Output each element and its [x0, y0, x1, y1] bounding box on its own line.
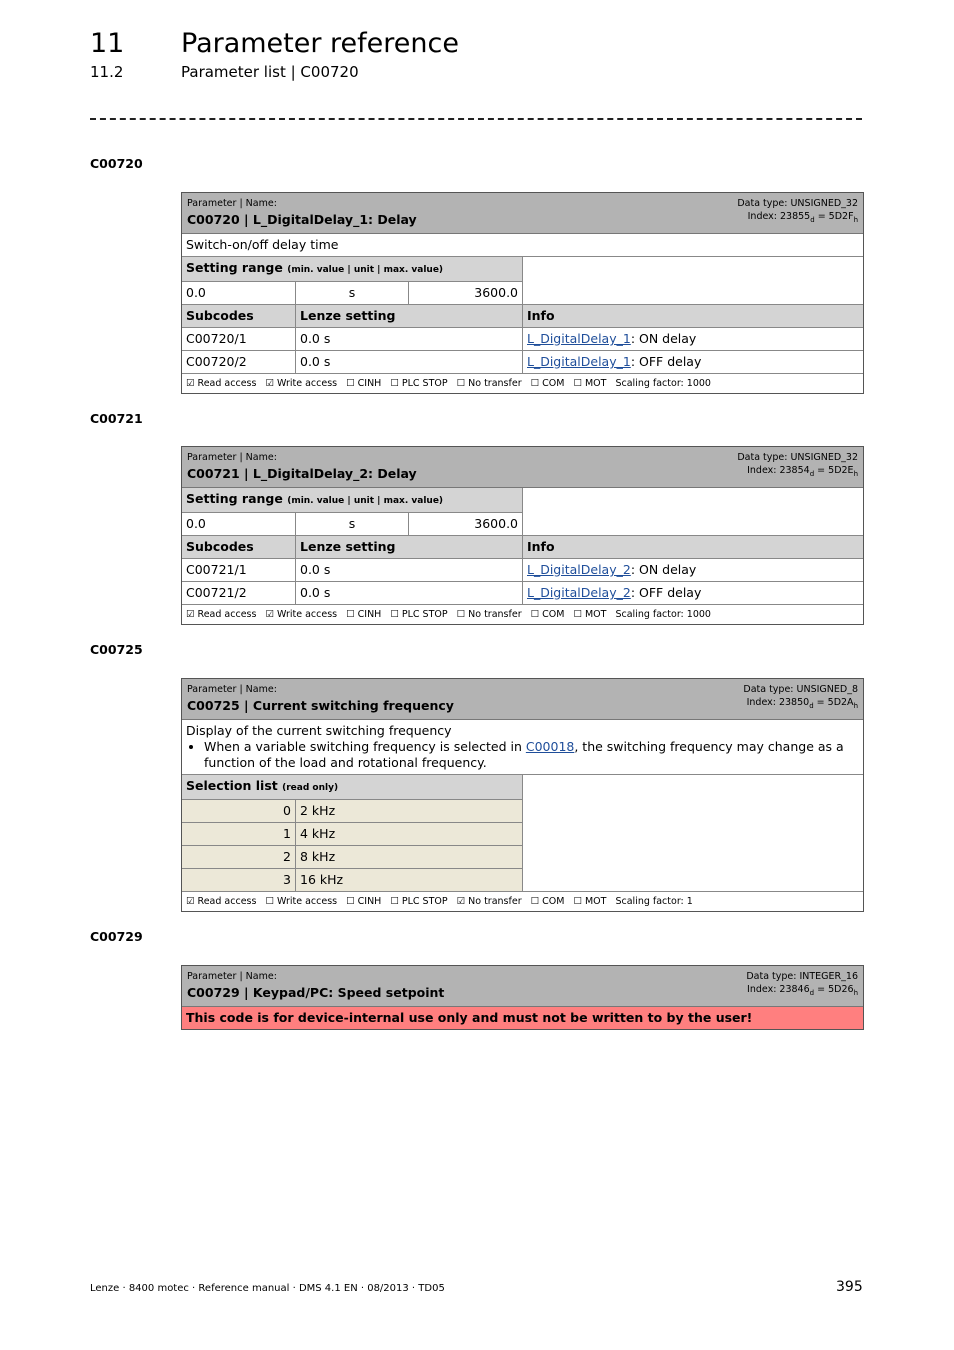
description: [182, 720, 863, 774]
lenze-setting: 0.0 s: [296, 351, 523, 373]
c00721-table-header: [182, 447, 863, 488]
setting-range-block: [182, 488, 863, 536]
selection-list-block: [182, 775, 863, 892]
c00729-table: [181, 965, 864, 1030]
data-type: Data type: UNSIGNED_8: [743, 684, 858, 695]
c00018-link[interactable]: C00018: [525, 739, 575, 754]
l-digitaldelay-1-link[interactable]: L_DigitalDelay_1: [527, 354, 631, 369]
com-checkbox: ☐ COM: [530, 378, 565, 389]
scaling-factor: Scaling factor: 1000: [615, 609, 711, 620]
section-number: 11.2: [90, 63, 124, 81]
selection-list-label: Selection list (read only): [182, 775, 522, 800]
chapter-title: Parameter reference: [181, 28, 459, 59]
table-row: [182, 328, 863, 351]
subcode: C00720/2: [182, 351, 296, 373]
no-transfer-checkbox: ☐ No transfer: [456, 609, 522, 620]
info: L_DigitalDelay_1: OFF delay: [527, 354, 702, 369]
list-item: 3 16 kHz: [182, 869, 522, 891]
mot-checkbox: ☐ MOT: [573, 378, 607, 389]
l-digitaldelay-2-link[interactable]: L_DigitalDelay_2: [527, 585, 631, 600]
mot-checkbox: ☐ MOT: [573, 609, 607, 620]
c00729-heading: C00729: [90, 929, 143, 944]
list-item: 0 2 kHz: [182, 800, 522, 823]
access-row: [182, 374, 863, 393]
lenze-setting-col-header: Lenze setting: [296, 305, 523, 327]
no-transfer-checkbox: ☑ No transfer: [456, 896, 522, 907]
param-title: C00720 | L_DigitalDelay_1: Delay: [187, 212, 417, 227]
page-number: 395: [836, 1279, 863, 1295]
param-name-label: Parameter | Name:: [187, 198, 277, 209]
footer-text: Lenze · 8400 motec · Reference manual · DMS 4.1 EN · 08/2013 · TD05: [90, 1283, 445, 1294]
write-access-checkbox: ☑ Write access: [265, 378, 338, 389]
plc-stop-checkbox: ☐ PLC STOP: [390, 896, 448, 907]
subcodes-col-header: Subcodes: [182, 536, 296, 558]
list-item: • When a variable switching frequency is selected in C00018, the switching frequency may change as a function of the load and rotational frequency.: [204, 739, 859, 771]
table-row: [182, 351, 863, 374]
c00725-table: [181, 678, 864, 912]
subcode: C00721/1: [182, 559, 296, 581]
lenze-setting: 0.0 s: [296, 559, 523, 581]
access-row: [182, 605, 863, 624]
info-col-header: Info: [527, 539, 555, 554]
com-checkbox: ☐ COM: [530, 609, 565, 620]
subcodes-header-row: [182, 536, 863, 559]
access-row: [182, 892, 863, 911]
com-checkbox: ☐ COM: [530, 896, 565, 907]
setting-range-label: Setting range (min. value | unit | max. value): [182, 257, 522, 282]
range-max: 3600.0: [474, 516, 519, 531]
info: L_DigitalDelay_2: ON delay: [527, 562, 697, 577]
lenze-setting-col-header: Lenze setting: [296, 536, 523, 558]
c00725-heading: C00725: [90, 642, 143, 657]
cinh-checkbox: ☐ CINH: [346, 609, 382, 620]
c00729-table-header: [182, 966, 863, 1007]
header-divider: [90, 118, 862, 120]
description-bullets: [186, 739, 859, 771]
plc-stop-checkbox: ☐ PLC STOP: [390, 609, 448, 620]
data-type: Data type: INTEGER_16: [746, 971, 858, 982]
data-type: Data type: UNSIGNED_32: [737, 452, 858, 463]
write-access-checkbox: ☑ Write access: [265, 609, 338, 620]
param-index: Index: $23850_d = 5D2A_h$: [746, 697, 858, 710]
table-row: [182, 582, 863, 605]
c00721-table: [181, 446, 864, 625]
c00720-table: [181, 192, 864, 394]
subcodes-col-header: Subcodes: [182, 305, 296, 327]
scaling-factor: Scaling factor: 1000: [615, 378, 711, 389]
table-row: [182, 559, 863, 582]
read-access-checkbox: ☑ Read access: [186, 609, 257, 620]
param-name-label: Parameter | Name:: [187, 971, 277, 982]
mot-checkbox: ☐ MOT: [573, 896, 607, 907]
description-row: [182, 720, 863, 775]
cinh-checkbox: ☐ CINH: [346, 378, 382, 389]
list-item: 1 4 kHz: [182, 823, 522, 846]
read-access-checkbox: ☑ Read access: [186, 378, 257, 389]
range-unit: s: [296, 513, 410, 535]
info: L_DigitalDelay_1: ON delay: [527, 331, 697, 346]
range-min: 0.0: [182, 513, 296, 535]
setting-range-block: [182, 257, 863, 305]
range-unit: s: [296, 282, 410, 304]
c00725-table-header: [182, 679, 863, 720]
read-access-checkbox: ☑ Read access: [186, 896, 257, 907]
info: L_DigitalDelay_2: OFF delay: [527, 585, 702, 600]
lenze-setting: 0.0 s: [296, 582, 523, 604]
plc-stop-checkbox: ☐ PLC STOP: [390, 378, 448, 389]
l-digitaldelay-2-link[interactable]: L_DigitalDelay_2: [527, 562, 631, 577]
data-type: Data type: UNSIGNED_32: [737, 198, 858, 209]
l-digitaldelay-1-link[interactable]: L_DigitalDelay_1: [527, 331, 631, 346]
param-name-label: Parameter | Name:: [187, 684, 277, 695]
chapter-number: 11: [90, 28, 125, 59]
info-col-header: Info: [527, 308, 555, 323]
param-title: C00729 | Keypad/PC: Speed setpoint: [187, 985, 445, 1000]
cinh-checkbox: ☐ CINH: [346, 896, 382, 907]
param-index: Index: $23846_d = 5D26_h$: [747, 984, 858, 997]
warning-message: This code is for device-internal use only and must not be written to by the user!: [182, 1007, 863, 1029]
setting-range-label: Setting range (min. value | unit | max. value): [182, 488, 522, 513]
description: Switch-on/off delay time: [186, 237, 339, 252]
subcode: C00720/1: [182, 328, 296, 350]
c00720-table-header: [182, 193, 863, 234]
description-text: Display of the current switching frequency: [186, 723, 452, 738]
range-min: 0.0: [182, 282, 296, 304]
subcodes-header-row: [182, 305, 863, 328]
section-title: Parameter list | C00720: [181, 63, 359, 81]
range-max: 3600.0: [474, 285, 519, 300]
no-transfer-checkbox: ☐ No transfer: [456, 378, 522, 389]
scaling-factor: Scaling factor: 1: [615, 896, 693, 907]
description-row: [182, 234, 863, 257]
c00720-heading: C00720: [90, 156, 143, 171]
c00721-heading: C00721: [90, 411, 143, 426]
lenze-setting: 0.0 s: [296, 328, 523, 350]
param-index: Index: $23855_d = 5D2F_h$: [747, 211, 858, 224]
list-item: 2 8 kHz: [182, 846, 522, 869]
write-access-checkbox: ☐ Write access: [265, 896, 338, 907]
param-title: C00725 | Current switching frequency: [187, 698, 454, 713]
subcode: C00721/2: [182, 582, 296, 604]
param-title: C00721 | L_DigitalDelay_2: Delay: [187, 466, 417, 481]
param-name-label: Parameter | Name:: [187, 452, 277, 463]
param-index: Index: $23854_d = 5D2E_h$: [747, 465, 858, 478]
